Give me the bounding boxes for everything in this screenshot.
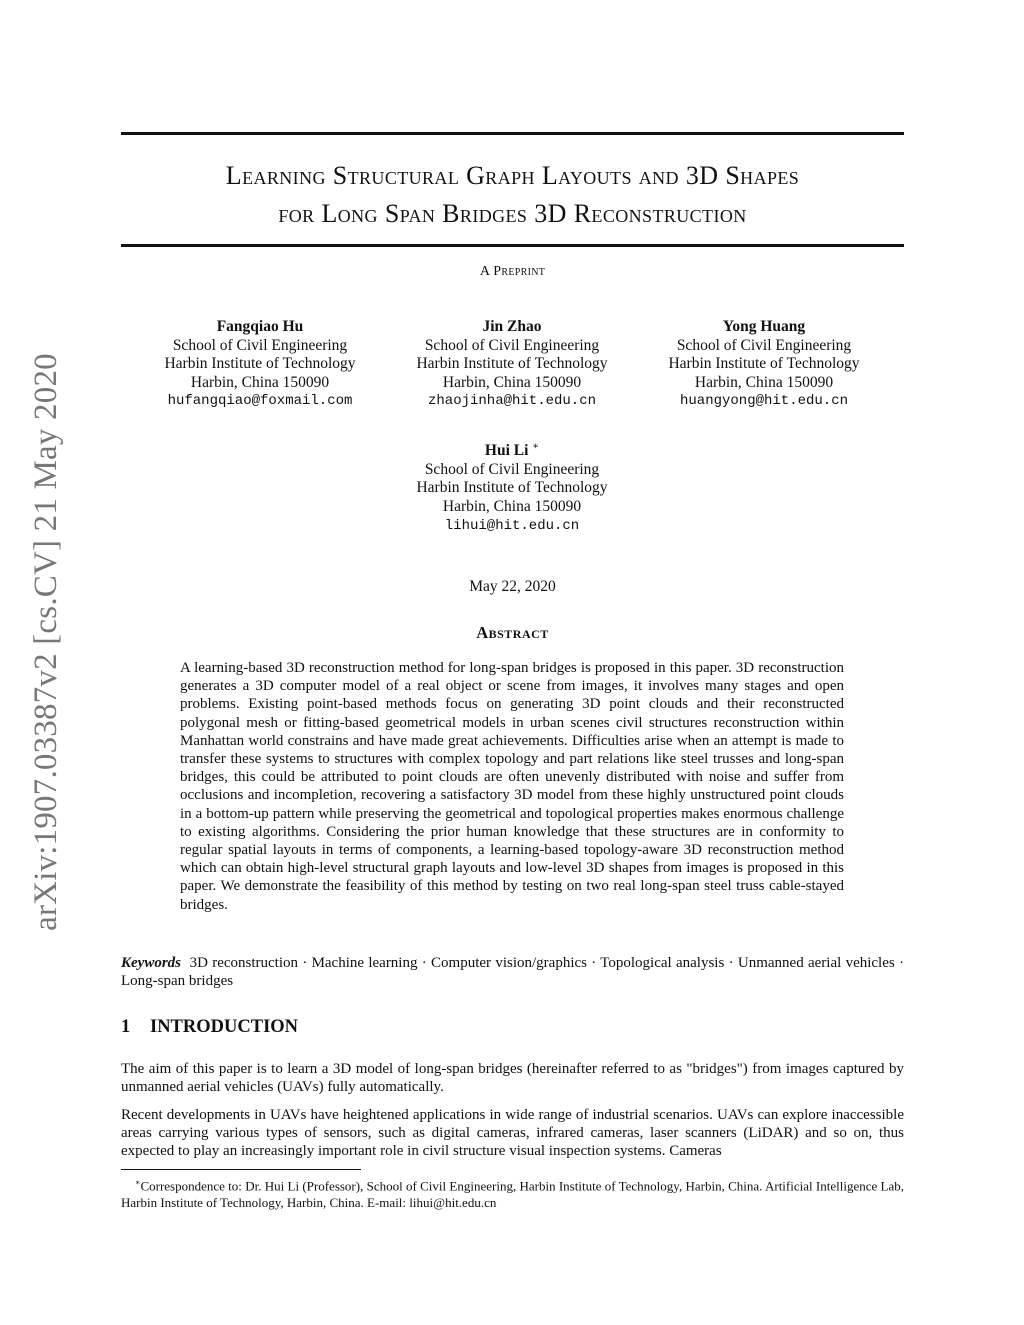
preprint-label: A Preprint xyxy=(479,264,546,279)
author-department: School of Civil Engineering xyxy=(172,336,348,354)
footnote xyxy=(121,1174,904,1211)
author-department: School of Civil Engineering xyxy=(424,336,600,354)
footnote-mark: ∗ xyxy=(135,1178,141,1187)
author-block xyxy=(130,318,390,411)
title-line-2: for Long Span Bridges 3D Reconstruction xyxy=(278,199,747,228)
author-email: lihui@hit.edu.cn xyxy=(444,517,580,534)
author-block xyxy=(634,318,894,411)
author-city: Harbin, China 150090 xyxy=(190,373,330,391)
abstract-heading: Abstract xyxy=(476,623,549,642)
author-email: zhaojinha@hit.edu.cn xyxy=(427,393,597,410)
author-institution: Harbin Institute of Technology xyxy=(416,355,608,373)
author-name: Fangqiao Hu xyxy=(216,318,304,335)
author-department: School of Civil Engineering xyxy=(424,460,600,478)
title-line-1: Learning Structural Graph Layouts and 3D Shapes xyxy=(225,161,800,190)
paper-title xyxy=(121,157,904,233)
keywords xyxy=(121,954,904,991)
footnote-text: Correspondence to: Dr. Hui Li (Professor), School of Civil Engineering, Harbin Institute of Technology, Harbin, China. Artificial Intelligence Lab, Harbin Institute of Technology, Harbin, China. E-mail: lihui@hit.edu.cn xyxy=(121,1178,904,1211)
author-email: huangyong@hit.edu.cn xyxy=(679,393,849,410)
author-name-text: Hui Li xyxy=(484,442,529,460)
author-block xyxy=(382,438,642,535)
author-city: Harbin, China 150090 xyxy=(442,497,582,515)
section-title: INTRODUCTION xyxy=(150,1017,299,1037)
publication-date: May 22, 2020 xyxy=(469,578,556,595)
intro-paragraph-2: Recent developments in UAVs have heightened applications in wide range of industrial scenarios. UAVs can explore inaccessible areas carrying various types of sensors, such as digital cameras, infrared cameras, laser scanners (LiDAR) and so on, thus expected to play an increasingly important role in civil structure visual inspection systems. Cameras xyxy=(121,1107,904,1160)
footnote-marker: ∗ xyxy=(532,441,540,452)
author-institution: Harbin Institute of Technology xyxy=(668,355,860,373)
title-bottom-rule xyxy=(121,244,904,247)
abstract-text: A learning-based 3D reconstruction method for long-span bridges is proposed in this paper. 3D reconstruction generates a 3D computer model of a real object or scene from images, it involves many stages and open problems. Existing point-based methods focus on generating 3D point clouds and their reconstructed polygonal mesh or fitting-based geometrical models in urban scenes civil structures reconstruction within Manhattan world constrains and have made great achievements. Difficulties arise when an attempt is made to transfer these systems to structures with complex topology and part relations like steel trusses and long-span bridges, this could be attributed to point clouds are often unevenly distributed with noise and suffer from occlusions and incompletion, recovering a satisfactory 3D model from these highly unstructured point clouds in a bottom-up pattern while preserving the geometrical and topological properties makes enormous challenge to existing algorithms. Considering the prior human knowledge that these structures are in conformity to regular spatial layouts in terms of components, a learning-based topology-aware 3D reconstruction method which can obtain high-level structural graph layouts and low-level 3D shapes from images is proposed in this paper. We demonstrate the feasibility of this method by testing on two real long-span steel truss cable-stayed bridges. xyxy=(180,660,844,913)
title-top-rule xyxy=(121,132,904,135)
footnote-rule xyxy=(121,1169,361,1170)
author-name: Yong Huang xyxy=(722,318,806,335)
keywords-label: Keywords xyxy=(121,955,181,971)
author-institution: Harbin Institute of Technology xyxy=(164,355,356,373)
section-heading xyxy=(121,1017,298,1038)
arxiv-identifier: arXiv:1907.03387v2 [cs.CV] 21 May 2020 xyxy=(28,353,64,931)
author-name xyxy=(382,438,642,461)
intro-paragraph-1: The aim of this paper is to learn a 3D model of long-span bridges (hereinafter referred to as "bridges") from images captured by unmanned aerial vehicles (UAVs) fully automatically. xyxy=(121,1061,904,1096)
author-name: Jin Zhao xyxy=(482,318,542,335)
author-department: School of Civil Engineering xyxy=(676,336,852,354)
author-email: hufangqiao@foxmail.com xyxy=(167,393,353,410)
keywords-text: 3D reconstruction · Machine learning · Computer vision/graphics · Topological analysis · Unmanned aerial vehicles · Long-span bridges xyxy=(121,955,905,990)
author-block xyxy=(382,318,642,411)
author-city: Harbin, China 150090 xyxy=(694,373,834,391)
author-city: Harbin, China 150090 xyxy=(442,373,582,391)
section-number: 1 xyxy=(121,1017,131,1037)
author-institution: Harbin Institute of Technology xyxy=(416,479,608,497)
